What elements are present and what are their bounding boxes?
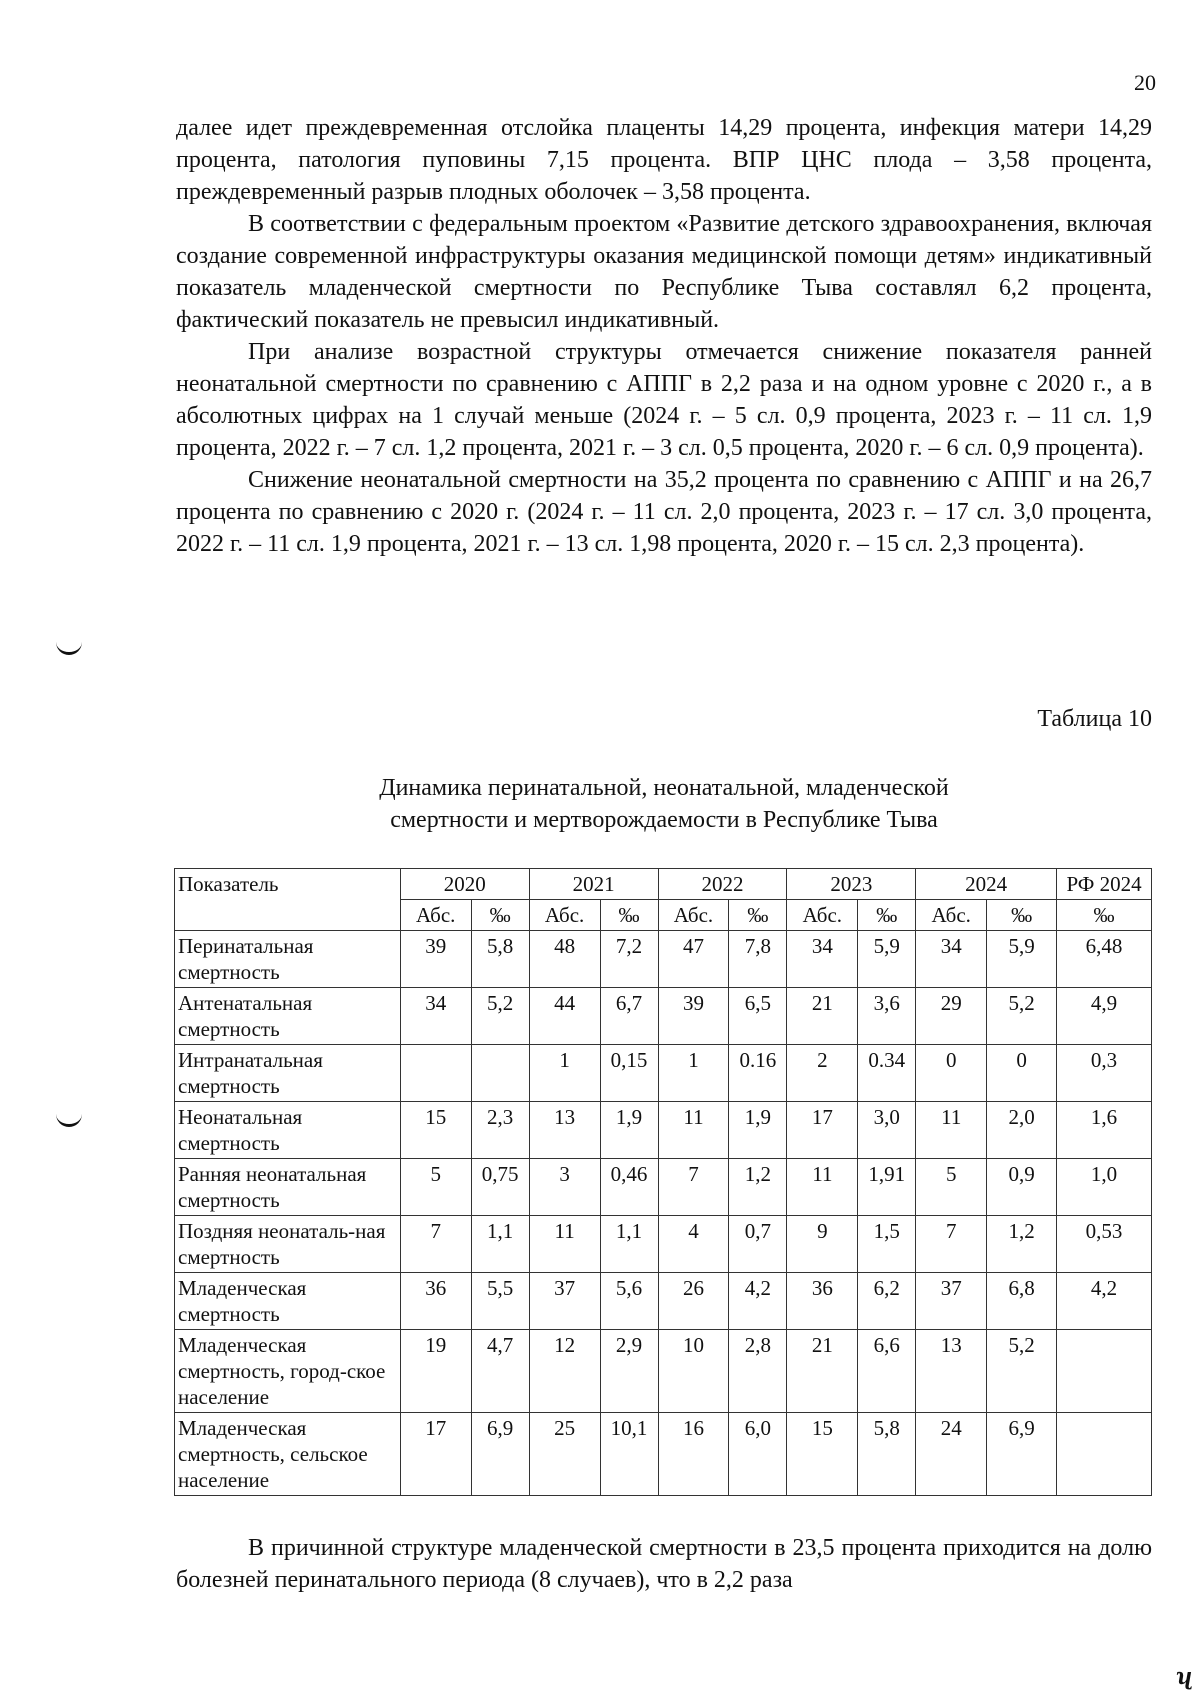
- cell-value: 0: [987, 1045, 1057, 1102]
- cell-value: [400, 1045, 471, 1102]
- row-name: Перинатальная смертность: [175, 931, 401, 988]
- cell-value: 1,5: [858, 1216, 916, 1273]
- cell-value: 37: [916, 1273, 987, 1330]
- cell-value: 36: [787, 1273, 858, 1330]
- cell-value: 13: [529, 1102, 600, 1159]
- cell-value: 17: [787, 1102, 858, 1159]
- cell-value: 2,0: [987, 1102, 1057, 1159]
- cell-value: 1,2: [729, 1159, 787, 1216]
- cell-value: 6,5: [729, 988, 787, 1045]
- cell-value: 36: [400, 1273, 471, 1330]
- cell-value: [1057, 1330, 1152, 1413]
- bottom-text: [176, 1532, 1152, 1596]
- header-abs: Абс.: [400, 900, 471, 931]
- header-permille: ‰: [471, 900, 529, 931]
- cell-value: [471, 1045, 529, 1102]
- cell-value: 6,7: [600, 988, 658, 1045]
- cell-value: 0,3: [1057, 1045, 1152, 1102]
- row-name: Младенческая смертность, сельское население: [175, 1413, 401, 1496]
- cell-value: 17: [400, 1413, 471, 1496]
- cell-value: 48: [529, 931, 600, 988]
- margin-mark: [56, 640, 82, 655]
- cell-value: 4,2: [1057, 1273, 1152, 1330]
- table-row: [175, 1413, 1152, 1496]
- cell-value: 34: [400, 988, 471, 1045]
- cell-value: 9: [787, 1216, 858, 1273]
- cell-value: 10,1: [600, 1413, 658, 1496]
- cell-value: 2,3: [471, 1102, 529, 1159]
- cell-value: 5,2: [987, 988, 1057, 1045]
- paragraph-1: далее идет преждевременная отслойка плаценты 14,29 процента, инфекция матери 14,29 процента, патология пуповины 7,15 процента. ВПР ЦНС плода – 3,58 процента, преждевременный разрыв плодных оболочек – 3,58 процента.: [176, 115, 1152, 205]
- row-name: Интранатальная смертность: [175, 1045, 401, 1102]
- cell-value: 7: [400, 1216, 471, 1273]
- cell-value: 11: [529, 1216, 600, 1273]
- paragraph-3: При анализе возрастной структуры отмечается снижение показателя ранней неонатальной смертности по сравнению с АППГ в 2,2 раза и на одном уровне с 2020 г., а в абсолютных цифрах на 1 случай меньше (2024 г. – 5 сл. 0,9 процента, 2023 г. – 11 сл. 1,9 процента, 2022 г. – 7 сл. 1,2 процента, 2021 г. – 3 сл. 0,5 процента, 2020 г. – 6 сл. 0,9 процента).: [176, 339, 1152, 461]
- cell-value: 0.34: [858, 1045, 916, 1102]
- cell-value: 2: [787, 1045, 858, 1102]
- table-header-row: [175, 869, 1152, 900]
- cell-value: 1: [658, 1045, 729, 1102]
- cell-value: 1,91: [858, 1159, 916, 1216]
- cell-value: 10: [658, 1330, 729, 1413]
- cell-value: 1,9: [729, 1102, 787, 1159]
- header-permille: ‰: [987, 900, 1057, 931]
- row-name: Антенатальная смертность: [175, 988, 401, 1045]
- cell-value: 39: [400, 931, 471, 988]
- header-permille: ‰: [729, 900, 787, 931]
- mortality-table: [174, 868, 1152, 1496]
- header-abs: Абс.: [529, 900, 600, 931]
- cell-value: 7: [916, 1216, 987, 1273]
- cell-value: 5,2: [987, 1330, 1057, 1413]
- cell-value: 7,8: [729, 931, 787, 988]
- margin-mark: [56, 1112, 82, 1127]
- cell-value: 11: [916, 1102, 987, 1159]
- paragraph-4: Снижение неонатальной смертности на 35,2 процента по сравнению с АППГ и на 26,7 процента по сравнению с 2020 г. (2024 г. – 11 сл. 2,0 процента, 2023 г. – 17 сл. 3,0 процента, 2022 г. – 11 сл. 1,9 процента, 2021 г. – 13 сл. 1,98 процента, 2020 г. – 15 сл. 2,3 процента).: [176, 467, 1152, 557]
- cell-value: 6,9: [987, 1413, 1057, 1496]
- cell-value: 29: [916, 988, 987, 1045]
- cell-value: 1,1: [471, 1216, 529, 1273]
- header-year: 2021: [529, 869, 658, 900]
- cell-value: 6,48: [1057, 931, 1152, 988]
- cell-value: 25: [529, 1413, 600, 1496]
- cell-value: 0,7: [729, 1216, 787, 1273]
- cell-value: 6,8: [987, 1273, 1057, 1330]
- cell-value: 47: [658, 931, 729, 988]
- header-abs: Абс.: [787, 900, 858, 931]
- cell-value: 3,6: [858, 988, 916, 1045]
- header-abs: Абс.: [658, 900, 729, 931]
- cell-value: 1,6: [1057, 1102, 1152, 1159]
- body-text: [176, 112, 1152, 560]
- cell-value: 15: [400, 1102, 471, 1159]
- cell-value: 1,0: [1057, 1159, 1152, 1216]
- cell-value: 4: [658, 1216, 729, 1273]
- header-year: 2023: [787, 869, 916, 900]
- cell-value: 4,7: [471, 1330, 529, 1413]
- header-permille: ‰: [1057, 900, 1152, 931]
- header-year: 2020: [400, 869, 529, 900]
- cell-value: 1,2: [987, 1216, 1057, 1273]
- table-row: [175, 988, 1152, 1045]
- cell-value: 11: [787, 1159, 858, 1216]
- table-row: [175, 931, 1152, 988]
- cell-value: 5,9: [987, 931, 1057, 988]
- cell-value: 1,9: [600, 1102, 658, 1159]
- header-indicator: Показатель: [175, 869, 401, 931]
- header-rf: РФ 2024: [1057, 869, 1152, 900]
- cell-value: 34: [787, 931, 858, 988]
- row-name: Младенческая смертность: [175, 1273, 401, 1330]
- header-permille: ‰: [600, 900, 658, 931]
- table-row: [175, 1102, 1152, 1159]
- cell-value: 11: [658, 1102, 729, 1159]
- cell-value: 39: [658, 988, 729, 1045]
- table-row: [175, 1330, 1152, 1413]
- row-name: Младенческая смертность, город-ское население: [175, 1330, 401, 1413]
- cell-value: 21: [787, 1330, 858, 1413]
- cell-value: 21: [787, 988, 858, 1045]
- paragraph-2: В соответствии с федеральным проектом «Развитие детского здравоохранения, включая создание современной инфраструктуры оказания медицинской помощи детям» индикативный показатель младенческой смертности по Республике Тыва составлял 6,2 процента, фактический показатель не превысил индикативный.: [176, 211, 1152, 333]
- cell-value: 0,53: [1057, 1216, 1152, 1273]
- table-caption: [176, 772, 1152, 836]
- cell-value: 34: [916, 931, 987, 988]
- cell-value: 0,75: [471, 1159, 529, 1216]
- cell-value: 0: [916, 1045, 987, 1102]
- cell-value: 0,15: [600, 1045, 658, 1102]
- table-row: [175, 1216, 1152, 1273]
- cell-value: 2,9: [600, 1330, 658, 1413]
- header-year: 2024: [916, 869, 1057, 900]
- table-row: [175, 1273, 1152, 1330]
- header-abs: Абс.: [916, 900, 987, 931]
- cell-value: 5,6: [600, 1273, 658, 1330]
- cell-value: 2,8: [729, 1330, 787, 1413]
- cell-value: 24: [916, 1413, 987, 1496]
- cell-value: 5,8: [471, 931, 529, 988]
- cell-value: 5: [400, 1159, 471, 1216]
- table-label: Таблица 10: [1037, 706, 1152, 732]
- cell-value: 4,2: [729, 1273, 787, 1330]
- cell-value: 6,0: [729, 1413, 787, 1496]
- cell-value: 44: [529, 988, 600, 1045]
- cell-value: 1,1: [600, 1216, 658, 1273]
- cell-value: 5,2: [471, 988, 529, 1045]
- cell-value: 6,9: [471, 1413, 529, 1496]
- caption-line: Динамика перинатальной, неонатальной, младенческой: [379, 775, 949, 801]
- row-name: Поздняя неонаталь-ная смертность: [175, 1216, 401, 1273]
- cell-value: 26: [658, 1273, 729, 1330]
- row-name: Ранняя неонатальная смертность: [175, 1159, 401, 1216]
- cell-value: 37: [529, 1273, 600, 1330]
- cell-value: 15: [787, 1413, 858, 1496]
- cell-value: 16: [658, 1413, 729, 1496]
- cell-value: 7: [658, 1159, 729, 1216]
- cell-value: 3,0: [858, 1102, 916, 1159]
- cell-value: 0,46: [600, 1159, 658, 1216]
- cell-value: 0,9: [987, 1159, 1057, 1216]
- cell-value: 12: [529, 1330, 600, 1413]
- cell-value: 4,9: [1057, 988, 1152, 1045]
- cell-value: [1057, 1413, 1152, 1496]
- cell-value: 6,2: [858, 1273, 916, 1330]
- cell-value: 5,8: [858, 1413, 916, 1496]
- cell-value: 7,2: [600, 931, 658, 988]
- cell-value: 1: [529, 1045, 600, 1102]
- table-row: [175, 1159, 1152, 1216]
- cell-value: 3: [529, 1159, 600, 1216]
- paragraph-5: В причинной структуре младенческой смертности в 23,5 процента приходится на долю болезней перинатального периода (8 случаев), что в 2,2 раза: [176, 1535, 1152, 1593]
- cell-value: 5,9: [858, 931, 916, 988]
- caption-line: смертности и мертворождаемости в Республике Тыва: [390, 807, 938, 833]
- cell-value: 13: [916, 1330, 987, 1413]
- row-name: Неонатальная смертность: [175, 1102, 401, 1159]
- handwritten-mark: ʯ: [1177, 1661, 1192, 1690]
- cell-value: 6,6: [858, 1330, 916, 1413]
- header-permille: ‰: [858, 900, 916, 931]
- cell-value: 0.16: [729, 1045, 787, 1102]
- page-number: 20: [1134, 70, 1156, 95]
- header-year: 2022: [658, 869, 787, 900]
- cell-value: 5,5: [471, 1273, 529, 1330]
- table-row: [175, 1045, 1152, 1102]
- cell-value: 5: [916, 1159, 987, 1216]
- cell-value: 19: [400, 1330, 471, 1413]
